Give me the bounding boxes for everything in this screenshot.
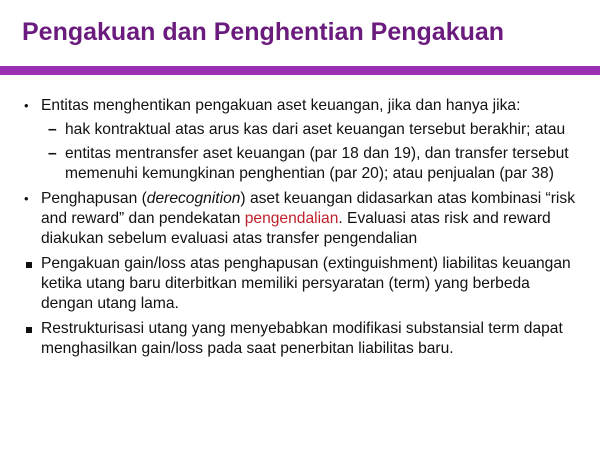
highlight-term: pengendalian xyxy=(244,210,339,227)
bullet-text xyxy=(41,189,584,249)
square-bullet-icon xyxy=(24,254,41,274)
slide-title: Pengakuan dan Penghentian Pengakuan xyxy=(22,18,505,46)
italic-term: derecognition xyxy=(146,190,241,207)
dash-icon: – xyxy=(48,121,57,138)
bullet-text: Pengakuan gain/loss atas penghapusan (extinguishment) liabilitas keuangan ketika utang baru diterbitkan memiliki persyaratan (term) yang berbeda dengan utang lama. xyxy=(41,255,571,312)
bullet-dot-icon: • xyxy=(24,98,29,113)
square-bullet-icon xyxy=(24,319,41,339)
text-part: . Evaluasi atas risk and reward diakukan sebelum evaluasi atas transfer pengendalian xyxy=(41,210,551,247)
bullet-item-2 xyxy=(24,189,584,249)
sub-item-text: entitas mentransfer aset keuangan (par 18 dan 19), dan transfer tersebut memenuhi kemungkinan penghentian (par 20); atau penjualan (par 38) xyxy=(65,145,569,182)
sub-item-text: hak kontraktual atas arus kas dari aset keuangan tersebut berakhir; atau xyxy=(65,121,566,138)
bullet-item-1 xyxy=(24,96,584,116)
bullet-text: Entitas menghentikan pengakuan aset keuangan, jika dan hanya jika: xyxy=(41,97,521,114)
sub-item-2 xyxy=(24,144,584,184)
bullet-item-4 xyxy=(24,319,584,359)
sub-item-1 xyxy=(24,120,584,140)
slide-body xyxy=(24,96,584,359)
bullet-text: Restrukturisasi utang yang menyebabkan modifikasi substansial term dapat menghasilkan gain/loss pada saat penerbitan liabilitas baru. xyxy=(41,320,563,357)
text-part: Penghapusan ( xyxy=(41,190,147,207)
dash-icon: – xyxy=(48,145,57,162)
bullet-dot-icon: • xyxy=(24,191,29,206)
bullet-item-3 xyxy=(24,254,584,314)
text-part: ) aset keuangan didasarkan atas kombinasi “risk and reward” dan pendekatan xyxy=(41,190,575,227)
title-divider xyxy=(0,66,600,75)
